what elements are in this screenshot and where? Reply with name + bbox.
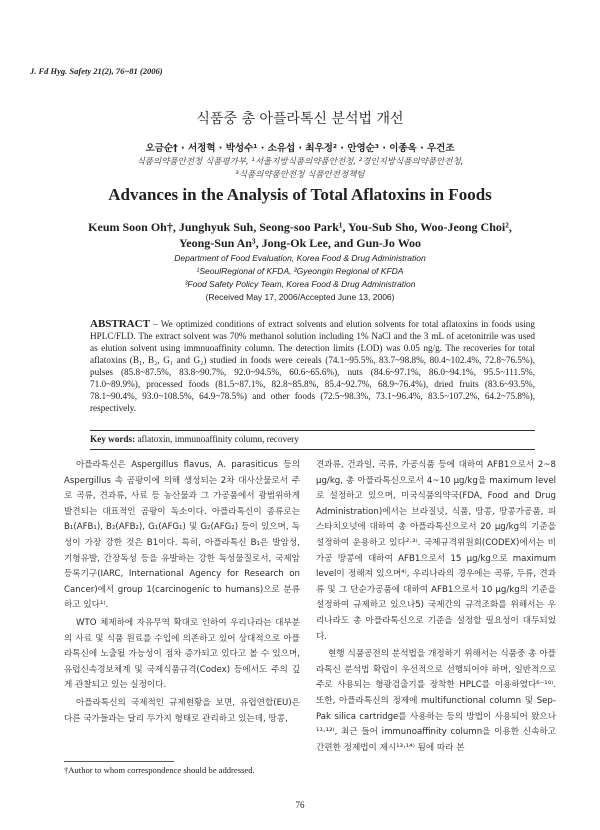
received-dates: (Received May 17, 2006/Accepted June 13, 2006) xyxy=(205,292,395,302)
journal-header: J. Fd Hyg. Safety 21(2), 76~81 (2006) xyxy=(30,66,163,76)
english-title: Advances in the Analysis of Total Aflatoxins in Foods xyxy=(108,185,492,204)
body-paragraph: 아플라톡신은 Aspergillus flavus, A. parasiticus 등의 Aspergillus 속 곰팡이에 의해 생성되는 2차 대사산물로서 주로 곡류, 견과류, 사료 등 농산물과 그 가공품에서 광범위하게 발견되는 대표적인 곰팡이 독소이다. 아플라톡신이 종류로는 B₁(AFB₁), B₂(AFB₂), G₁(AFG₁) 및 G₂(AFG₂) 등이 있으며, 독성이 가장 강한 것은 B1이다. 특히, 아플라톡신 B₁은 발암성, 기형유발, 간장독성 등을 유발하는 강한 독성물질로서, 국제암등록기구(IARC, International Agency for Research on Cancer)에서 group 1(carcinogenic to humans)으로 분류하고 있다¹⁾. xyxy=(64,460,300,611)
korean-authors: 오금순† · 서정혁 · 박성수¹ · 소유섭 · 최우정² · 안영순³ · 이종옥 · 우건조 xyxy=(145,143,455,154)
english-authors-line-2: Yeong-Sun An³, Jong-Ok Lee, and Gun-Jo Woo xyxy=(178,236,422,250)
abstract-label: ABSTRACT xyxy=(90,318,150,330)
body-paragraph: WTO 체제하에 자유무역 확대로 인하여 우리나라는 대부분의 사료 및 식품 원료를 수입에 의존하고 있어 상대적으로 아플라톡신에 노출될 가능성이 점차 증가되고 있다고 볼 수 있으며, 유럽신속경보체계 및 국제식품규격(Codex) 등에서도 주의 깊게 관찰되고 있는 실정이다. xyxy=(64,617,300,691)
keywords xyxy=(90,434,299,444)
keywords-text: aflatoxin, immunoaffinity column, recovery xyxy=(135,434,299,444)
english-authors-line-1: Keum Soon Oh†, Junghyuk Suh, Seong-soo Park¹, You-Sub Sho, Woo-Jeong Choi², xyxy=(88,220,512,234)
keywords-bottom-rule xyxy=(90,449,535,450)
body-paragraph: 현행 식품공전의 분석법을 개정하기 위해서는 식품중 총 아플라톡신 분석법 확립이 우선적으로 선행되어야 하며, 일반적으로 주로 사용되는 형광검출기를 장착한 HPLC를 이용하였다⁶⁻¹⁰⁾. 또한, 아플라톡신의 정제에 multifunctional column 및 Sep-Pak silica cartridge를 사용하는 등의 방법이 사용되어 왔으나¹¹·¹²⁾, 최근 들어 immunoaffinity column을 이용한 신속하고 간편한 정제법이 제시¹³·¹⁴⁾ 됨에 따라 본 xyxy=(316,649,556,753)
abstract xyxy=(90,318,535,414)
keywords-top-rule xyxy=(90,430,535,431)
korean-affiliation-1: 식품의약품안전청 식품평가부, ¹서울지방식품의약품안전청, ²경인지방식품의약품안전청, xyxy=(136,157,464,167)
english-affiliation-1: Department of Food Evaluation, Korea Food & Drug Administration xyxy=(174,253,426,263)
english-affiliation-3: ³Food Safety Policy Team, Korea Food & Drug Administration xyxy=(184,279,416,289)
footnote: †Author to whom correspondence should be addressed. xyxy=(64,765,255,775)
body-paragraph: 견과류, 건과일, 곡류, 가공식품 등에 대하여 AFB1으로서 2~8 μg/kg, 총 아플라톡신으로서 4~10 μg/kg을 maximum level로 설정하고 있으며, 미국식품의약국(FDA, Food and Drug Administration)에서는 브라질넛, 식품, 땅콩, 땅콩가공품, 피스타치오넛에 대하여 총 아플라톡신으로서 20 μg/kg의 기준을 설정하여 운용하고 있다²·³⁾. 국제규격위원회(CODEX)에서는 비가공 땅콩에 대하여 AFB1으로서 15 μg/kg으로 maximum level이 정해져 있으며⁴⁾, 우리나라의 경우에는 곡류, 두류, 견과류 및 그 단순가공품에 대하여 AFB1으로서 10 μg/kg의 기준을 설정하여 규제하고 있으나5) 국제간의 규격조화를 위해서는 우리나라도 총 아플라톡신으로 기준을 설정할 필요성이 대두되었다. xyxy=(316,460,556,642)
keywords-label: Key words: xyxy=(90,434,136,444)
korean-affiliation-2: ³식품의약품안전청 식품안전정책팀 xyxy=(235,170,365,180)
body-right-column xyxy=(316,458,556,756)
korean-title: 식품중 총 아플라톡신 분석법 개선 xyxy=(196,111,404,127)
english-affiliation-2: ¹SeoulRegional of KFDA, ²Gyeongin Regional of KFDA xyxy=(196,266,404,276)
body-paragraph: 아플라톡신의 국제적인 규제현황을 보면, 유럽연합(EU)은 다른 국가들과는 달리 두가지 형태로 관리하고 있는데, 땅콩, xyxy=(64,697,300,724)
page-number: 76 xyxy=(295,800,305,810)
body-left-column xyxy=(64,458,300,727)
footnote-rule xyxy=(64,761,174,762)
abstract-text: – We optimized conditions of extract solvents and elution solvents for total aflatoxins in foods using HPLC/FLD. The extract solvent was 70% methanol solution including 1% NaCl and the 3 mL of acetonitrile was used as elution solvent using immnuoaffinity column. The detection limits (LOD) was 0.05 ng/g. The recoveries for total aflatoxins (B₁, B₂, G₁ and G₂) studied in foods were cereals (74.1~95.5%, 83.7~98.8%, 80.4~102.4%, 72.8~76.5%), pulses (85.8~87.5%, 83.8~90.7%, 92.0~94.5%, 60.6~65.6%), nuts (84.6~97.1%, 86.0~94.1%, 95.5~111.5%, 71.0~89.9%), processed foods (81.5~87.1%, 82.8~85.8%, 85.4~92.7%, 68.9~76.4%), dried fruits (83.6~93.5%, 78.1~90.4%, 93.0~108.5%, 64.9~78.5%) and other foods (72.5~98.3%, 73.1~96.4%, 83.5~107.2%, 64.2~75.8%), respectively. xyxy=(90,319,535,413)
